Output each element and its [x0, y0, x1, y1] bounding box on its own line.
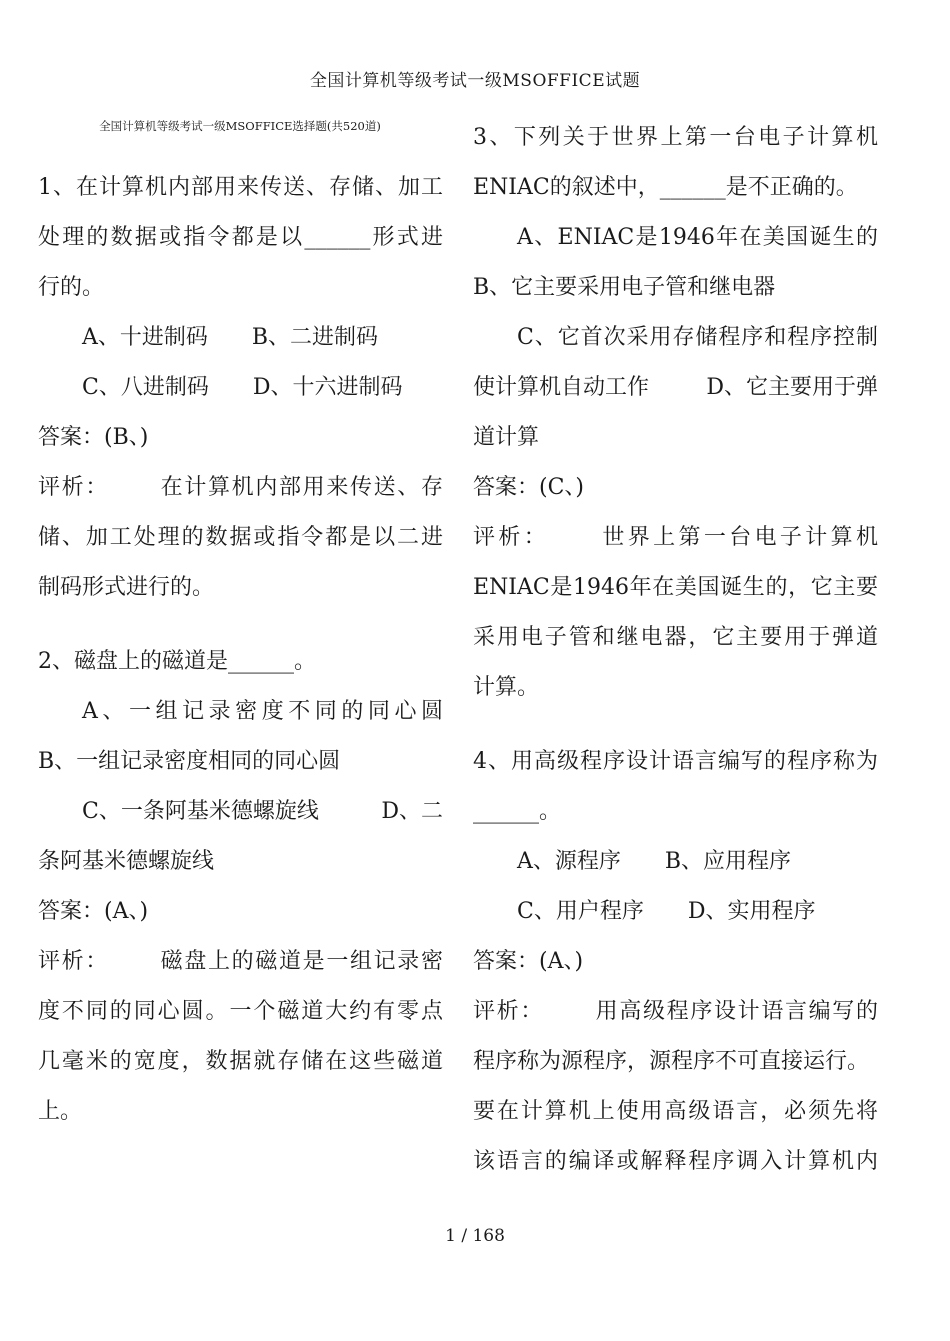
analysis-text: 几毫米的宽度，数据就存储在这些磁道: [38, 1049, 443, 1074]
analysis-text: 在计算机内部用来传送、存: [159, 475, 443, 500]
analysis-first-line: [473, 987, 878, 1037]
analysis-first-line: [38, 463, 443, 513]
question-stem: 处理的数据或指令都是以______形式进: [38, 225, 443, 250]
answer: 答案：(A、): [473, 949, 584, 974]
right-column: [473, 113, 878, 1187]
option-c: C、它首次采用存储程序和程序控制: [517, 325, 878, 350]
analysis-text: 储、加工处理的数据或指令都是以二进: [38, 525, 443, 550]
options-row: [473, 363, 878, 413]
analysis-text: 磁盘上的磁道是一组记录密: [159, 949, 443, 974]
analysis-label: 评析：: [38, 475, 109, 500]
analysis-text: 程序称为源程序，源程序不可直接运行。: [473, 1049, 870, 1074]
question-stem: 3、下列关于世界上第一台电子计算机: [473, 125, 878, 150]
option-d: D、实用程序: [687, 899, 816, 924]
analysis-text: 度不同的同心圆。一个磁道大约有零点: [38, 999, 443, 1024]
option-a: A、源程序: [517, 849, 621, 874]
analysis-label: 评析：: [473, 525, 550, 550]
answer: 答案：(C、): [473, 475, 584, 500]
option-d-continued: 条阿基米德螺旋线: [38, 849, 215, 874]
question-2: [38, 637, 443, 1137]
document-subtitle: 全国计算机等级考试一级MSOFFICE选择题(共520道): [99, 119, 381, 133]
analysis-label: 评析：: [473, 999, 544, 1024]
option-b: B、它主要采用电子管和继电器: [473, 275, 776, 300]
options-row: [38, 363, 443, 413]
option-c: C、八进制码: [82, 375, 209, 400]
analysis-text: ENIAC是1946年在美国诞生的，它主要: [473, 575, 878, 600]
analysis-text: 世界上第一台电子计算机: [599, 525, 878, 550]
question-stem: ENIAC的叙述中，______是不正确的。: [473, 175, 858, 200]
analysis-first-line: [38, 937, 443, 987]
analysis-label: 评析：: [38, 949, 109, 974]
option-d: D、它主要用于弹: [706, 375, 878, 400]
analysis-text: 计算。: [473, 675, 540, 700]
option-b: B、一组记录密度相同的同心圆: [38, 749, 341, 774]
answer: 答案：(A、): [38, 899, 149, 924]
analysis-first-line: [473, 513, 878, 563]
analysis-text: 用高级程序设计语言编写的: [594, 999, 878, 1024]
analysis-text: 要在计算机上使用高级语言，必须先将: [473, 1099, 878, 1124]
question-stem: 2、磁盘上的磁道是______。: [38, 649, 316, 674]
question-3: [473, 113, 878, 713]
analysis-text: 上。: [38, 1099, 83, 1124]
question-stem: ______。: [473, 799, 562, 824]
analysis-text: 采用电子管和继电器，它主要用于弹道: [473, 625, 878, 650]
question-stem: 行的。: [38, 275, 105, 300]
option-a: A、一组记录密度不同的同心圆: [82, 699, 443, 724]
page-header: 全国计算机等级考试一级MSOFFICE试题: [309, 71, 641, 91]
options-row: [38, 787, 443, 837]
option-b: B、应用程序: [664, 849, 792, 874]
option-c: C、一条阿基米德螺旋线: [82, 799, 319, 824]
analysis-text: 制码形式进行的。: [38, 575, 215, 600]
answer: 答案：(B、): [38, 425, 149, 450]
option-c-continued: 使计算机自动工作: [473, 375, 650, 400]
left-column: [38, 163, 443, 1137]
options-row: [473, 887, 878, 937]
question-stem: 4、用高级程序设计语言编写的程序称为: [473, 749, 878, 774]
options-row: [38, 313, 443, 363]
analysis-text: 该语言的编译或解释程序调入计算机内: [473, 1149, 878, 1174]
option-d: D、二: [381, 799, 443, 824]
option-d: D、十六进制码: [252, 375, 403, 400]
option-c: C、用户程序: [517, 899, 644, 924]
option-d-continued: 道计算: [473, 425, 540, 450]
question-1: [38, 163, 443, 613]
question-4: [473, 737, 878, 1187]
option-a: A、十进制码: [82, 325, 208, 350]
option-b: B、二进制码: [251, 325, 379, 350]
question-stem: 1、在计算机内部用来传送、存储、加工: [38, 175, 443, 200]
page-number: 1 / 168: [445, 1226, 505, 1246]
option-a: A、ENIAC是1946年在美国诞生的: [517, 225, 878, 250]
options-row: [473, 837, 878, 887]
